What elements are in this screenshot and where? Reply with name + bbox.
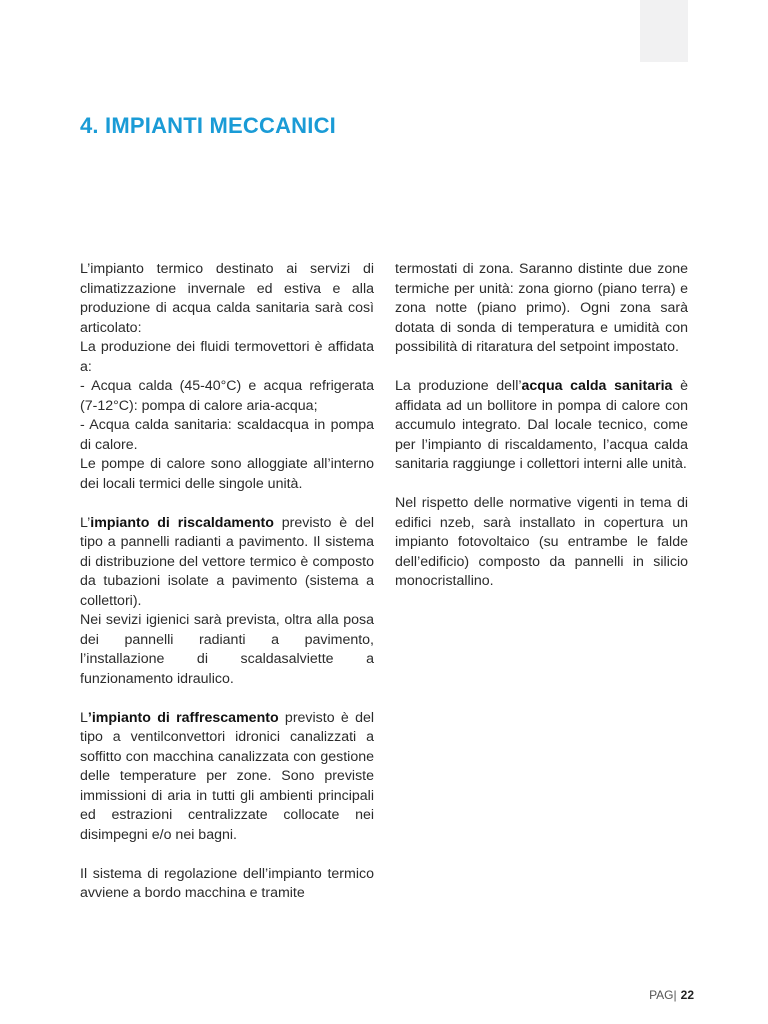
cooling-text: previsto è del tipo a ventilconvettori idronici canalizzati a soffitto con macchina canalizzata con gestione delle temperature per zone. Sono previste immissioni di aria in tutti gli ambienti principali ed estrazioni centralizzate collocate nei disimpegni e/o nei bagni.	[80, 709, 374, 843]
regulation-paragraph: Il sistema di regolazione dell’impianto termico avviene a bordo macchina e tramite	[80, 865, 374, 901]
hot-water-item: - Acqua calda (45-40°C) e acqua refrigerata (7-12°C): pompa di calore aria-acqua;	[80, 378, 374, 414]
cooling-paragraph	[80, 709, 374, 846]
zones-paragraph: termostati di zona. Saranno distinte due zone termiche per unità: zona giorno (piano terra) e zona notte (piano primo). Ogni zona sarà dotata di sonda di temperatura e umidità con possibilità di ritaratura del setpoint impostato.	[395, 261, 688, 355]
heat-pumps-paragraph: Le pompe di calore sono alloggiate all’interno dei locali termici delle singole unità.	[80, 456, 374, 492]
intro-paragraph: L’impianto termico destinato ai servizi di climatizzazione invernale ed estiva e alla produzione di acqua calda sanitaria sarà così articolato:	[80, 261, 374, 336]
fluids-paragraph: La produzione dei fluidi termovettori è affidata a:	[80, 339, 374, 375]
page-corner-tab	[640, 0, 688, 62]
heating-paragraph	[80, 514, 374, 612]
page-number: 22	[680, 988, 694, 1002]
dhw-heading: acqua calda sanitaria	[521, 378, 673, 394]
dhw-prefix: La produzione dell’	[395, 378, 522, 394]
heating-prefix: L’	[80, 514, 91, 531]
right-text-column	[395, 260, 688, 611]
left-text-column	[80, 260, 374, 904]
sanitary-water-item: - Acqua calda sanitaria: scaldacqua in pompa di calore.	[80, 417, 374, 453]
bathroom-paragraph: Nei sevizi igienici sarà prevista, oltra alla posa dei pannelli radianti a pavimento, l’installazione di scaldasalviette a funzionamento idraulico.	[80, 612, 374, 687]
heating-text: previsto è del tipo a pannelli radianti a pavimento. Il sistema di distribuzione del vettore termico è composto da tubazioni isolate a pavimento (sistema a collettori).	[80, 514, 374, 609]
cooling-heading: ’impianto di raffrescamento	[87, 709, 279, 726]
cooling-prefix: L	[80, 709, 88, 726]
page-label: PAG|	[649, 988, 677, 1002]
dhw-text: è affidata ad un bollitore in pompa di calore con accumulo integrato. Dal locale tecnico, come per l’impianto di riscaldamento, l’acqua calda sanitaria raggiunge i collettori interni alle unità.	[395, 378, 688, 472]
heating-heading: impianto di riscaldamento	[90, 514, 274, 531]
section-title: 4. IMPIANTI MECCANICI	[80, 113, 336, 138]
dhw-paragraph	[395, 377, 688, 475]
page-footer	[649, 988, 694, 1002]
pv-paragraph: Nel rispetto delle normative vigenti in tema di edifici nzeb, sarà installato in copertura un impianto fotovoltaico (su entrambe le falde dell’edificio) composto da pannelli in silicio monocristallino.	[395, 495, 688, 589]
